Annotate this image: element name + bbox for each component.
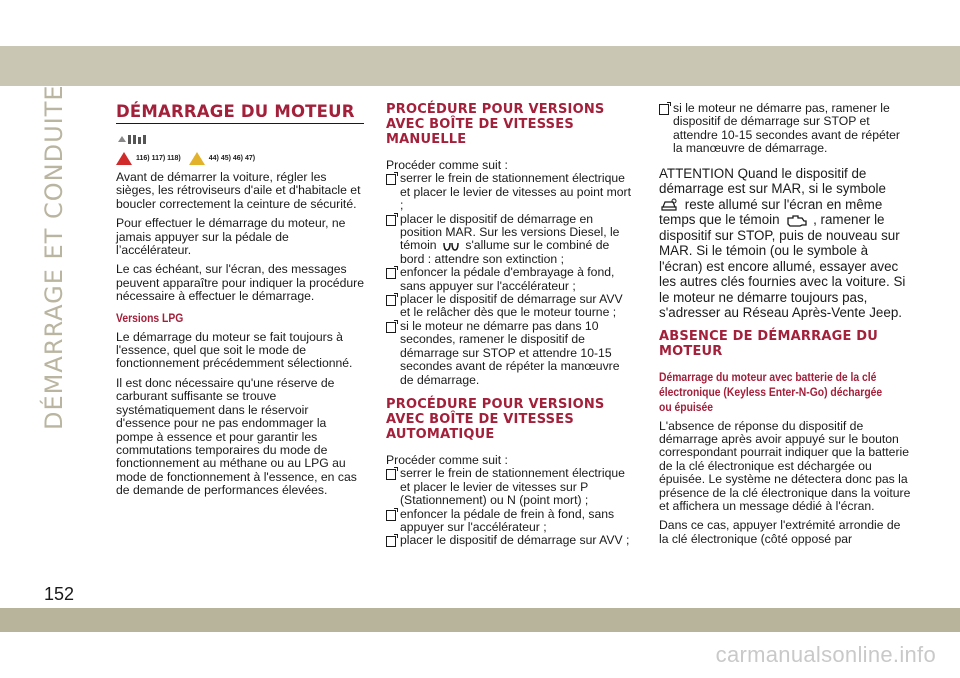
subtitle-lpg: Versions LPG: [116, 312, 184, 325]
list-item: serrer le frein de stationnement électrique et placer le levier de vitesses sur P (Stationnement) ou N (point mort) ;: [386, 467, 636, 507]
checkbox-bullet-icon: [386, 510, 396, 521]
step-list-manual: [386, 172, 636, 387]
checkbox-bullet-icon: [386, 469, 396, 480]
step-list-automatic: [386, 467, 636, 547]
section-title-automatique: PROCÉDURE POUR VERSIONS AVEC BOÎTE DE VITESSES AUTOMATIQUE: [386, 396, 605, 442]
list-item: placer le dispositif de démarrage sur AVV ;: [386, 534, 636, 547]
checkbox-bullet-icon: [386, 215, 396, 226]
paragraph: Le démarrage du moteur se fait toujours à l'essence, quel que soit le mode de fonctionnement précédemment sélectionné.: [116, 329, 353, 371]
checkbox-bullet-icon: [386, 174, 396, 185]
paragraph: L'absence de réponse du dispositif de démarrage après avoir appuyé sur le bouton correspondant pourrait indiquer que la batterie de la clé électronique est déchargée ou épuisée. Le système ne détectera donc pas la présence de la clé électronique dans la voiture et affichera un message dédié à l'écran.: [659, 418, 911, 514]
fuel-type-icon: [116, 132, 156, 146]
list-item: si le moteur ne démarre pas, ramener le dispositif de démarrage sur STOP et attendre 10-15 secondes avant de répéter la manœuvre de démarrage.: [659, 102, 911, 156]
paragraph: Dans ce cas, appuyer l'extrémité arrondie de la clé électronique (côté opposé par: [659, 518, 901, 546]
fuel-icons: [116, 132, 364, 146]
glow-plug-icon: [442, 242, 460, 251]
warn-refs-caution: 44) 45) 46) 47): [208, 155, 256, 162]
checkbox-bullet-icon: [386, 295, 396, 306]
section-title-manuelle: PROCÉDURE POUR VERSIONS AVEC BOÎTE DE VITESSES MANUELLE: [386, 102, 605, 147]
list-item: placer le dispositif de démarrage en position MAR. Sur les versions Diesel, le témoin s'allume sur le combiné de bord : attendre son extinction ;: [386, 213, 636, 267]
paragraph: Le cas échéant, sur l'écran, des messages peuvent apparaître pour indiquer la procédure nécessaire à effectuer le démarrage.: [116, 262, 364, 304]
checkbox-bullet-icon: [659, 104, 669, 115]
attention-note: ATTENTION Quand le dispositif de démarrage est sur MAR, si le symbole reste allumé sur l'écran en même temps que le témoin , ramener le dispositif sur STOP, puis de nouveau sur MAR. Si le témoin (ou le symbole à l'écran) est encore allumé, essayer avec les autres clés fournies avec la voiture. Si le moteur ne démarre toujours pas, s'adresser au Réseau Après-Vente Jeep.: [659, 165, 906, 321]
checkbox-bullet-icon: [386, 536, 396, 547]
engine-warning-icon: [785, 214, 807, 227]
chapter-side-title: DÉMARRAGE ET CONDUITE: [40, 84, 68, 430]
paragraph: Avant de démarrer la voiture, régler les sièges, les rétroviseurs d'aile et d'habitacle et boucler correctement la ceinture de sécurité.: [116, 170, 361, 211]
caution-triangle-icon: [189, 152, 205, 165]
column-1: [116, 102, 364, 504]
top-band: [0, 46, 960, 86]
column-2: [386, 102, 636, 548]
list-item: enfoncer la pédale d'embrayage à fond, sans appuyer sur l'accélérateur ;: [386, 266, 636, 293]
paragraph: Pour effectuer le démarrage du moteur, ne jamais appuyer sur la pédale de l’accélérateur.: [116, 216, 346, 258]
warn-refs-danger: 116) 117) 118): [136, 155, 181, 162]
warning-references: [116, 152, 364, 165]
checkbox-bullet-icon: [386, 322, 396, 333]
danger-triangle-icon: [116, 152, 132, 165]
watermark: carmanualsonline.info: [715, 642, 936, 667]
intro: Procéder comme suit :: [386, 158, 508, 172]
list-item: enfoncer la pédale de frein à fond, sans appuyer sur l'accélérateur ;: [386, 508, 636, 535]
top-margin: [0, 0, 960, 46]
list-item: serrer le frein de stationnement électrique et placer le levier de vitesses au point mort ;: [386, 172, 636, 212]
list-item: si le moteur ne démarre pas dans 10 secondes, ramener le dispositif de démarrage sur STOP et attendre 10-15 secondes avant de répéter la manœuvre de démarrage.: [386, 320, 636, 387]
subtitle-keyless: Démarrage du moteur avec batterie de la clé électronique (Keyless Enter-N-Go) déchargée ou épuisée: [659, 371, 883, 414]
list-item: placer le dispositif de démarrage sur AVV et le relâcher dès que le moteur tourne ;: [386, 293, 636, 320]
car-key-symbol-icon: [661, 198, 679, 212]
page-number: 152: [44, 584, 75, 604]
column-3: [659, 102, 911, 552]
paragraph: Il est donc nécessaire qu'une réserve de carburant suffisante se trouve systématiquement dans le réservoir d'essence pour ne pas endommager la pompe à essence et pour garantir les commutations temporaires du mode de fonctionnement au méthane ou au LPG au mode de fonctionnement à l'essence, en cas de demande de performances élevées.: [116, 375, 357, 498]
intro: Procéder comme suit :: [386, 452, 508, 467]
section-title-demarrage: DÉMARRAGE DU MOTEUR: [116, 102, 364, 124]
section-title-absence: ABSENCE DE DÉMARRAGE DU MOTEUR: [659, 328, 879, 359]
checkbox-bullet-icon: [386, 268, 396, 279]
step-list-automatic-cont: [659, 102, 911, 156]
bottom-band: [0, 608, 960, 632]
